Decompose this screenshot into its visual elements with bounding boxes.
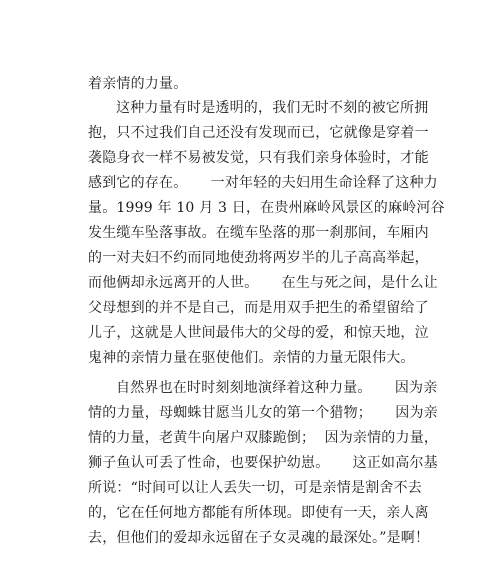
text-line: 狮子鱼认可丢了性命，也要保护幼崽。 这正如高尔基 bbox=[88, 455, 438, 471]
text-line: 发生缆车坠落事故。在缆车坠落的那一刹那间，车厢内 bbox=[88, 225, 429, 241]
text-line: 去，但他们的爱却永远留在子女灵魂的最深处。”是啊！ bbox=[88, 530, 430, 546]
text-line: 鬼神的亲情力量在驱使他们。亲情的力量无限伟大。 bbox=[88, 350, 415, 366]
text-line: 父母想到的并不是自己，而是用双手把生的希望留给了 bbox=[88, 300, 429, 316]
text-line: 这种力量有时是透明的，我们无时不刻的被它所拥 bbox=[116, 100, 429, 116]
text-line: 而他俩却永远离开的人世。 在生与死之间，是什么让 bbox=[88, 275, 438, 291]
text-line: 自然界也在时时刻刻地演绎着这种力量。 因为亲 bbox=[116, 380, 438, 396]
text-line: 所说：“时间可以让人丢失一切，可是亲情是割舍不去 bbox=[88, 480, 422, 496]
text-line: 袭隐身衣一样不易被发觉，只有我们亲身体验时，才能 bbox=[88, 150, 429, 166]
text-line: 的，它在任何地方都能有所体现。即使有一天，亲人离 bbox=[88, 505, 429, 521]
text-line: 的一对夫妇不约而同地使劲将两岁半的儿子高高举起， bbox=[88, 250, 429, 266]
text-line: 量。1999 年 10 月 3 日，在贵州麻岭风景区的麻岭河谷 bbox=[88, 200, 445, 216]
text-line: 情的力量，母蜘蛛甘愿当儿女的第一个猎物； 因为亲 bbox=[88, 405, 438, 421]
text-line: 抱，只不过我们自己还没有发现而已，它就像是穿着一 bbox=[88, 125, 429, 141]
text-line: 感到它的存在。 一对年轻的夫妇用生命诠释了这种力 bbox=[88, 175, 438, 191]
text-line: 着亲情的力量。 bbox=[88, 76, 188, 92]
text-line: 儿子，这就是人世间最伟大的父母的爱，和惊天地，泣 bbox=[88, 325, 429, 341]
text-line: 情的力量，老黄牛向屠户双膝跪倒； 因为亲情的力量， bbox=[88, 430, 439, 446]
